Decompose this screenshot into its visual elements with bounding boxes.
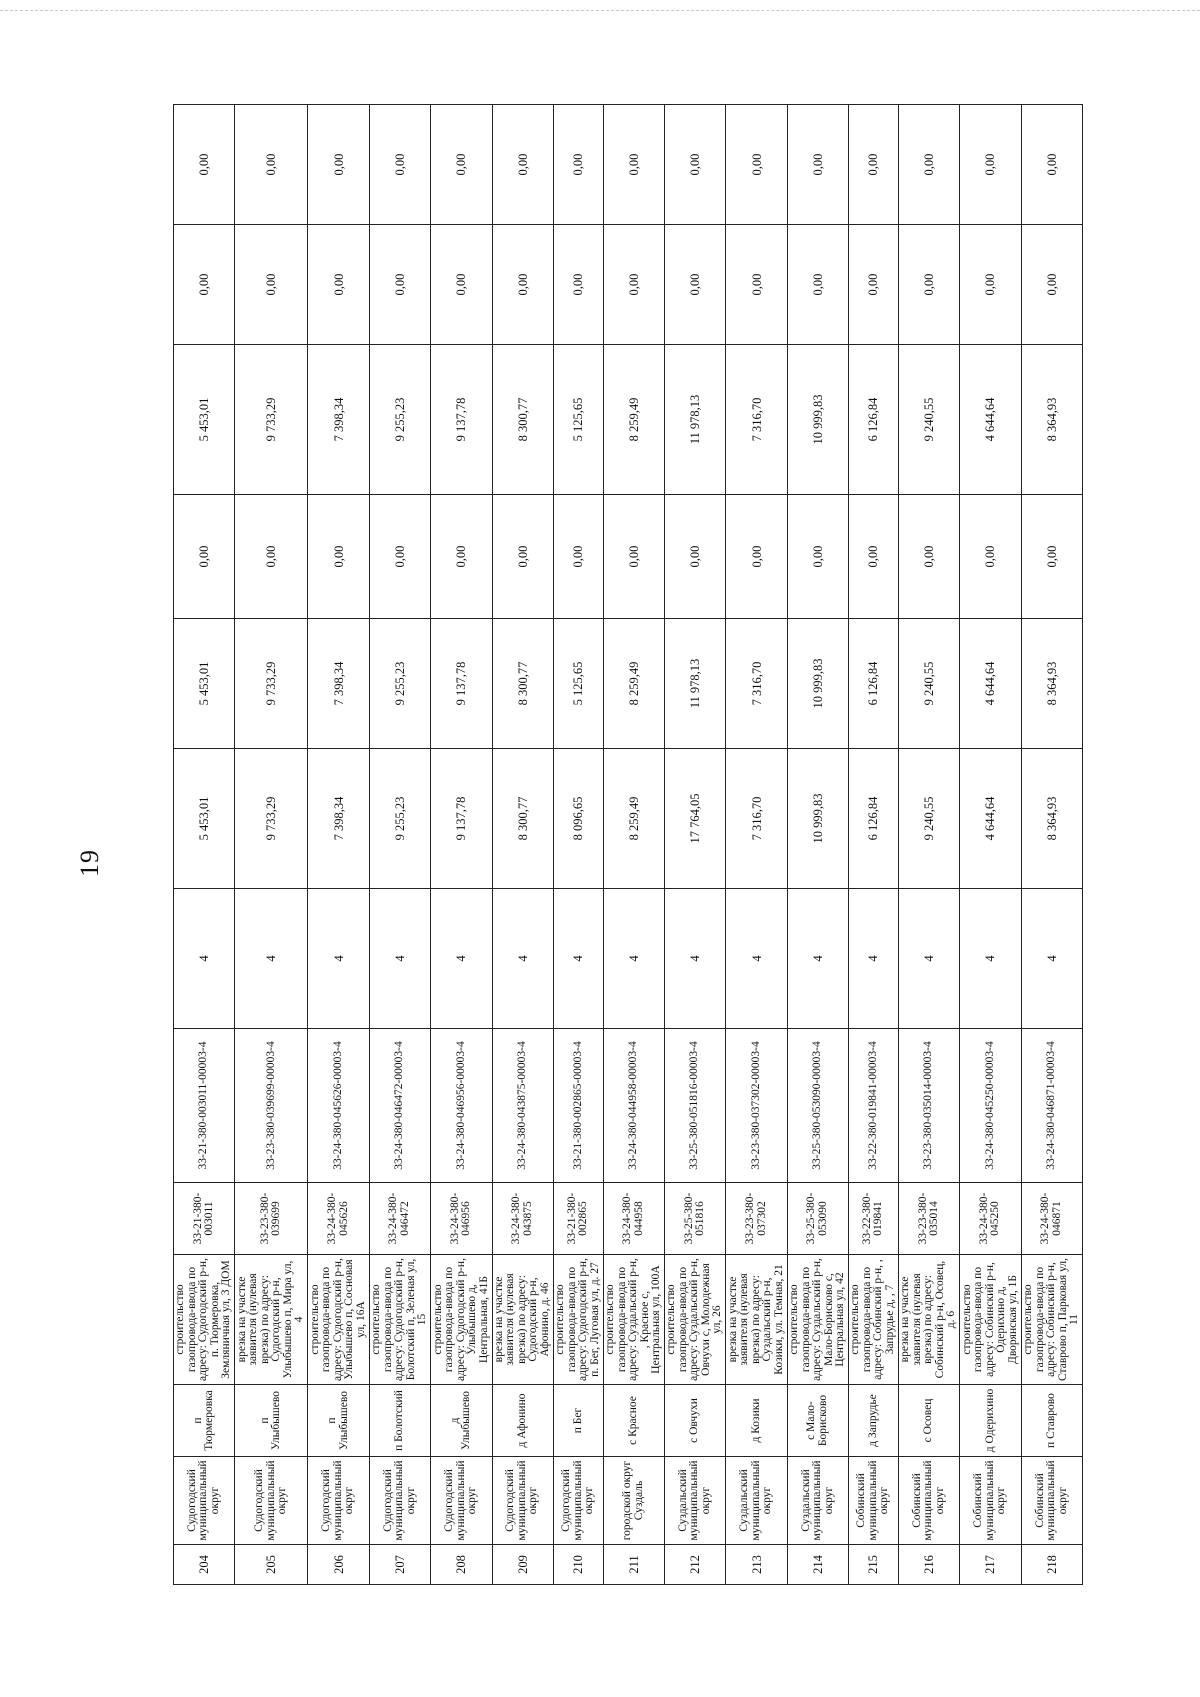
amount-zero-c-cell: 0,00 [726, 105, 787, 225]
description-cell: строительство газопровода-ввода по адресу: Судогодский р-н, п. Бег, Луговая ул, д. 27 [553, 1255, 603, 1385]
category-cell: 4 [235, 889, 308, 1029]
amount-zero-c-cell: 0,00 [174, 105, 235, 225]
amount-total-cell: 7 398,34 [308, 749, 369, 889]
row-number-cell: 208 [431, 1545, 492, 1585]
amount-final-cell: 9 137,78 [431, 345, 492, 495]
amount-zero-b-cell: 0,00 [787, 225, 848, 345]
category-cell: 4 [369, 889, 430, 1029]
row-number-cell: 204 [174, 1545, 235, 1585]
district-cell: Собинский муниципальный округ [960, 1457, 1021, 1545]
table-row [603, 105, 664, 1585]
row-number-cell: 211 [603, 1545, 664, 1585]
category-cell: 4 [1021, 889, 1082, 1029]
table-row [492, 105, 553, 1585]
application-id-cell: 33-23-380-035014-00003-4 [898, 1029, 959, 1183]
amount-zero-c-cell: 0,00 [492, 105, 553, 225]
description-cell: строительство газопровода-ввода по адресу: Судогодский р-н, Улыбышево д, Центральная, 41Б [431, 1255, 492, 1385]
row-number-cell: 216 [898, 1545, 959, 1585]
amount-zero-b-cell: 0,00 [726, 225, 787, 345]
district-cell: Собинский муниципальный округ [1021, 1457, 1082, 1545]
amount-total-cell: 9 733,29 [235, 749, 308, 889]
cadastral-code-cell: 33-25-380-051816 [664, 1183, 725, 1255]
table-row [726, 105, 787, 1585]
application-id-cell: 33-23-380-039699-00003-4 [235, 1029, 308, 1183]
description-cell: врезка на участке заявителя (нулевая врезка) по адресу: Собинский р-н, Осовец, д. 6 [898, 1255, 959, 1385]
cadastral-code-cell: 33-23-380-039699 [235, 1183, 308, 1255]
row-number-cell: 207 [369, 1545, 430, 1585]
amount-approved-cell: 7 316,70 [726, 619, 787, 749]
description-cell: строительство газопровода-ввода по адресу: Судогодский р-н, п. Тюрмеровка, Земляничная ул, 3 ДОМ [174, 1255, 235, 1385]
category-cell: 4 [960, 889, 1021, 1029]
settlement-cell: с Мало-Борисково [787, 1385, 848, 1457]
description-cell: врезка на участке заявителя (нулевая врезка) по адресу: Суздальский р-н, Козики, ул. Темная, 21 [726, 1255, 787, 1385]
district-cell: Собинский муниципальный округ [898, 1457, 959, 1545]
amount-zero-a-cell: 0,00 [369, 495, 430, 619]
gas-connection-table [173, 104, 1083, 1585]
settlement-cell: д Запрудье [849, 1385, 899, 1457]
settlement-cell: п Тюрмеровка [174, 1385, 235, 1457]
application-id-cell: 33-24-380-046956-00003-4 [431, 1029, 492, 1183]
table-row [1021, 105, 1082, 1585]
row-number-cell: 210 [553, 1545, 603, 1585]
settlement-cell: с Красное [603, 1385, 664, 1457]
district-cell: Суздальский муниципальный округ [787, 1457, 848, 1545]
application-id-cell: 33-24-380-045250-00003-4 [960, 1029, 1021, 1183]
district-cell: Суздальский муниципальный округ [664, 1457, 725, 1545]
amount-approved-cell: 9 240,55 [898, 619, 959, 749]
cadastral-code-cell: 33-24-380-046472 [369, 1183, 430, 1255]
settlement-cell: п Болотский [369, 1385, 430, 1457]
amount-zero-a-cell: 0,00 [174, 495, 235, 619]
amount-zero-c-cell: 0,00 [960, 105, 1021, 225]
application-id-cell: 33-22-380-019841-00003-4 [849, 1029, 899, 1183]
row-number-cell: 213 [726, 1545, 787, 1585]
amount-zero-a-cell: 0,00 [1021, 495, 1082, 619]
application-id-cell: 33-25-380-051816-00003-4 [664, 1029, 725, 1183]
amount-zero-b-cell: 0,00 [1021, 225, 1082, 345]
settlement-cell: с Осовец [898, 1385, 959, 1457]
cadastral-code-cell: 33-24-380-044958 [603, 1183, 664, 1255]
amount-total-cell: 9 137,78 [431, 749, 492, 889]
amount-approved-cell: 8 300,77 [492, 619, 553, 749]
description-cell: строительство газопровода-ввода по адресу: Судогодский р-н, Улыбышево п, Сосновая ул, 16А [308, 1255, 369, 1385]
table-row [787, 105, 848, 1585]
category-cell: 4 [308, 889, 369, 1029]
amount-zero-a-cell: 0,00 [664, 495, 725, 619]
amount-approved-cell: 9 255,23 [369, 619, 430, 749]
amount-approved-cell: 4 644,64 [960, 619, 1021, 749]
amount-total-cell: 8 259,49 [603, 749, 664, 889]
category-cell: 4 [898, 889, 959, 1029]
table-row [235, 105, 308, 1585]
amount-zero-b-cell: 0,00 [898, 225, 959, 345]
table-row [960, 105, 1021, 1585]
amount-zero-b-cell: 0,00 [849, 225, 899, 345]
category-cell: 4 [664, 889, 725, 1029]
amount-zero-a-cell: 0,00 [898, 495, 959, 619]
amount-zero-a-cell: 0,00 [787, 495, 848, 619]
row-number-cell: 217 [960, 1545, 1021, 1585]
description-cell: врезка на участке заявителя (нулевая врезка) по адресу: Судогодский р-н, Улыбышево п, Мира ул, 4 [235, 1255, 308, 1385]
cadastral-code-cell: 33-23-380-037302 [726, 1183, 787, 1255]
amount-total-cell: 4 644,64 [960, 749, 1021, 889]
amount-total-cell: 5 453,01 [174, 749, 235, 889]
amount-final-cell: 9 255,23 [369, 345, 430, 495]
table-row [664, 105, 725, 1585]
description-cell: строительство газопровода-ввода по адресу: Собинский р-н, Одерихино д, Дворянская ул, 1Б [960, 1255, 1021, 1385]
amount-zero-a-cell: 0,00 [849, 495, 899, 619]
settlement-cell: п Бег [553, 1385, 603, 1457]
amount-total-cell: 8 096,65 [553, 749, 603, 889]
amount-zero-a-cell: 0,00 [492, 495, 553, 619]
application-id-cell: 33-25-380-053090-00003-4 [787, 1029, 848, 1183]
category-cell: 4 [492, 889, 553, 1029]
amount-final-cell: 5 125,65 [553, 345, 603, 495]
amount-final-cell: 11 978,13 [664, 345, 725, 495]
amount-final-cell: 7 398,34 [308, 345, 369, 495]
amount-total-cell: 10 999,83 [787, 749, 848, 889]
amount-zero-b-cell: 0,00 [308, 225, 369, 345]
district-cell: Собинский муниципальный округ [849, 1457, 899, 1545]
table-row [431, 105, 492, 1585]
amount-final-cell: 8 300,77 [492, 345, 553, 495]
amount-approved-cell: 8 364,93 [1021, 619, 1082, 749]
scan-top-edge [0, 10, 1200, 11]
description-cell: строительство газопровода-ввода по адресу: Собинский р-н, , Запрудье д, , 7 [849, 1255, 899, 1385]
application-id-cell: 33-24-380-044958-00003-4 [603, 1029, 664, 1183]
application-id-cell: 33-21-380-002865-00003-4 [553, 1029, 603, 1183]
settlement-cell: д Афонино [492, 1385, 553, 1457]
amount-final-cell: 8 259,49 [603, 345, 664, 495]
row-number-cell: 206 [308, 1545, 369, 1585]
amount-final-cell: 8 364,93 [1021, 345, 1082, 495]
amount-zero-c-cell: 0,00 [431, 105, 492, 225]
amount-zero-b-cell: 0,00 [235, 225, 308, 345]
settlement-cell: п Ставрово [1021, 1385, 1082, 1457]
cadastral-code-cell: 33-24-380-046871 [1021, 1183, 1082, 1255]
amount-final-cell: 10 999,83 [787, 345, 848, 495]
amount-total-cell: 6 126,84 [849, 749, 899, 889]
category-cell: 4 [787, 889, 848, 1029]
page-number: 19 [75, 849, 104, 877]
amount-zero-c-cell: 0,00 [553, 105, 603, 225]
amount-final-cell: 9 733,29 [235, 345, 308, 495]
amount-final-cell: 5 453,01 [174, 345, 235, 495]
amount-zero-a-cell: 0,00 [726, 495, 787, 619]
district-cell: Судогодский муниципальный округ [492, 1457, 553, 1545]
district-cell: Судогодский муниципальный округ [174, 1457, 235, 1545]
amount-zero-a-cell: 0,00 [960, 495, 1021, 619]
cadastral-code-cell: 33-24-380-045250 [960, 1183, 1021, 1255]
amount-zero-c-cell: 0,00 [849, 105, 899, 225]
amount-zero-a-cell: 0,00 [553, 495, 603, 619]
application-id-cell: 33-23-380-037302-00003-4 [726, 1029, 787, 1183]
table-row [308, 105, 369, 1585]
amount-approved-cell: 9 137,78 [431, 619, 492, 749]
row-number-cell: 209 [492, 1545, 553, 1585]
amount-approved-cell: 5 125,65 [553, 619, 603, 749]
amount-approved-cell: 9 733,29 [235, 619, 308, 749]
district-cell: Судогодский муниципальный округ [235, 1457, 308, 1545]
amount-zero-c-cell: 0,00 [369, 105, 430, 225]
amount-zero-a-cell: 0,00 [308, 495, 369, 619]
amount-zero-c-cell: 0,00 [308, 105, 369, 225]
description-cell: строительство газопровода-ввода по адресу: Суздальский р-н, Мало-Борисково с, Центральная ул, 42 [787, 1255, 848, 1385]
amount-zero-c-cell: 0,00 [1021, 105, 1082, 225]
amount-zero-b-cell: 0,00 [369, 225, 430, 345]
amount-final-cell: 7 316,70 [726, 345, 787, 495]
table-body [174, 105, 1083, 1585]
amount-approved-cell: 8 259,49 [603, 619, 664, 749]
amount-approved-cell: 7 398,34 [308, 619, 369, 749]
amount-zero-c-cell: 0,00 [664, 105, 725, 225]
amount-total-cell: 8 364,93 [1021, 749, 1082, 889]
amount-zero-a-cell: 0,00 [603, 495, 664, 619]
amount-final-cell: 6 126,84 [849, 345, 899, 495]
settlement-cell: п Улыбышево [235, 1385, 308, 1457]
district-cell: городской округ Суздаль [603, 1457, 664, 1545]
category-cell: 4 [431, 889, 492, 1029]
application-id-cell: 33-24-380-046472-00003-4 [369, 1029, 430, 1183]
amount-approved-cell: 6 126,84 [849, 619, 899, 749]
application-id-cell: 33-24-380-045626-00003-4 [308, 1029, 369, 1183]
description-cell: строительство газопровода-ввода по адресу: Собинский р-н, Ставрово п, Парковая ул, 11 [1021, 1255, 1082, 1385]
cadastral-code-cell: 33-25-380-053090 [787, 1183, 848, 1255]
amount-zero-b-cell: 0,00 [431, 225, 492, 345]
amount-total-cell: 7 316,70 [726, 749, 787, 889]
cadastral-code-cell: 33-24-380-045626 [308, 1183, 369, 1255]
row-number-cell: 214 [787, 1545, 848, 1585]
row-number-cell: 205 [235, 1545, 308, 1585]
cadastral-code-cell: 33-22-380-019841 [849, 1183, 899, 1255]
amount-approved-cell: 10 999,83 [787, 619, 848, 749]
amount-approved-cell: 5 453,01 [174, 619, 235, 749]
row-number-cell: 218 [1021, 1545, 1082, 1585]
district-cell: Судогодский муниципальный округ [553, 1457, 603, 1545]
district-cell: Судогодский муниципальный округ [369, 1457, 430, 1545]
category-cell: 4 [603, 889, 664, 1029]
settlement-cell: с Овчухи [664, 1385, 725, 1457]
settlement-cell: д Улыбышево [431, 1385, 492, 1457]
description-cell: строительство газопровода-ввода по адресу: Суздальский р-н, Овчухи с, Молодежная ул, 26 [664, 1255, 725, 1385]
settlement-cell: д Козики [726, 1385, 787, 1457]
amount-approved-cell: 11 978,13 [664, 619, 725, 749]
amount-zero-b-cell: 0,00 [492, 225, 553, 345]
row-number-cell: 212 [664, 1545, 725, 1585]
district-cell: Судогодский муниципальный округ [431, 1457, 492, 1545]
rotated-table-wrapper [173, 105, 1083, 1585]
table-row [553, 105, 603, 1585]
amount-zero-a-cell: 0,00 [431, 495, 492, 619]
cadastral-code-cell: 33-24-380-043875 [492, 1183, 553, 1255]
category-cell: 4 [726, 889, 787, 1029]
amount-zero-b-cell: 0,00 [960, 225, 1021, 345]
settlement-cell: д Одерихино [960, 1385, 1021, 1457]
amount-total-cell: 17 764,05 [664, 749, 725, 889]
application-id-cell: 33-24-380-043875-00003-4 [492, 1029, 553, 1183]
amount-zero-b-cell: 0,00 [553, 225, 603, 345]
table-row [849, 105, 899, 1585]
table-row [369, 105, 430, 1585]
settlement-cell: п Улыбышево [308, 1385, 369, 1457]
amount-zero-c-cell: 0,00 [787, 105, 848, 225]
cadastral-code-cell: 33-21-380-002865 [553, 1183, 603, 1255]
category-cell: 4 [174, 889, 235, 1029]
description-cell: врезка на участке заявителя (нулевая врезка) по адресу: Судогодский р-н, Афонино, д. 46 [492, 1255, 553, 1385]
amount-zero-b-cell: 0,00 [174, 225, 235, 345]
amount-zero-b-cell: 0,00 [603, 225, 664, 345]
amount-total-cell: 9 255,23 [369, 749, 430, 889]
application-id-cell: 33-24-380-046871-00003-4 [1021, 1029, 1082, 1183]
amount-zero-b-cell: 0,00 [664, 225, 725, 345]
category-cell: 4 [553, 889, 603, 1029]
amount-zero-c-cell: 0,00 [235, 105, 308, 225]
category-cell: 4 [849, 889, 899, 1029]
district-cell: Суздальский муниципальный округ [726, 1457, 787, 1545]
amount-zero-c-cell: 0,00 [898, 105, 959, 225]
district-cell: Судогодский муниципальный округ [308, 1457, 369, 1545]
cadastral-code-cell: 33-21-380-003011 [174, 1183, 235, 1255]
amount-total-cell: 9 240,55 [898, 749, 959, 889]
application-id-cell: 33-21-380-003011-00003-4 [174, 1029, 235, 1183]
row-number-cell: 215 [849, 1545, 899, 1585]
amount-zero-c-cell: 0,00 [603, 105, 664, 225]
cadastral-code-cell: 33-24-380-046956 [431, 1183, 492, 1255]
table-row [898, 105, 959, 1585]
description-cell: строительство газопровода-ввода по адресу: Суздальский р-н, , Красное с, Центральная ул, 100А [603, 1255, 664, 1385]
amount-final-cell: 4 644,64 [960, 345, 1021, 495]
amount-total-cell: 8 300,77 [492, 749, 553, 889]
table-row [174, 105, 235, 1585]
amount-zero-a-cell: 0,00 [235, 495, 308, 619]
amount-final-cell: 9 240,55 [898, 345, 959, 495]
cadastral-code-cell: 33-23-380-035014 [898, 1183, 959, 1255]
description-cell: строительство газопровода-ввода по адресу: Судогодский р-н, Болотский п, Зеленая ул, 15 [369, 1255, 430, 1385]
